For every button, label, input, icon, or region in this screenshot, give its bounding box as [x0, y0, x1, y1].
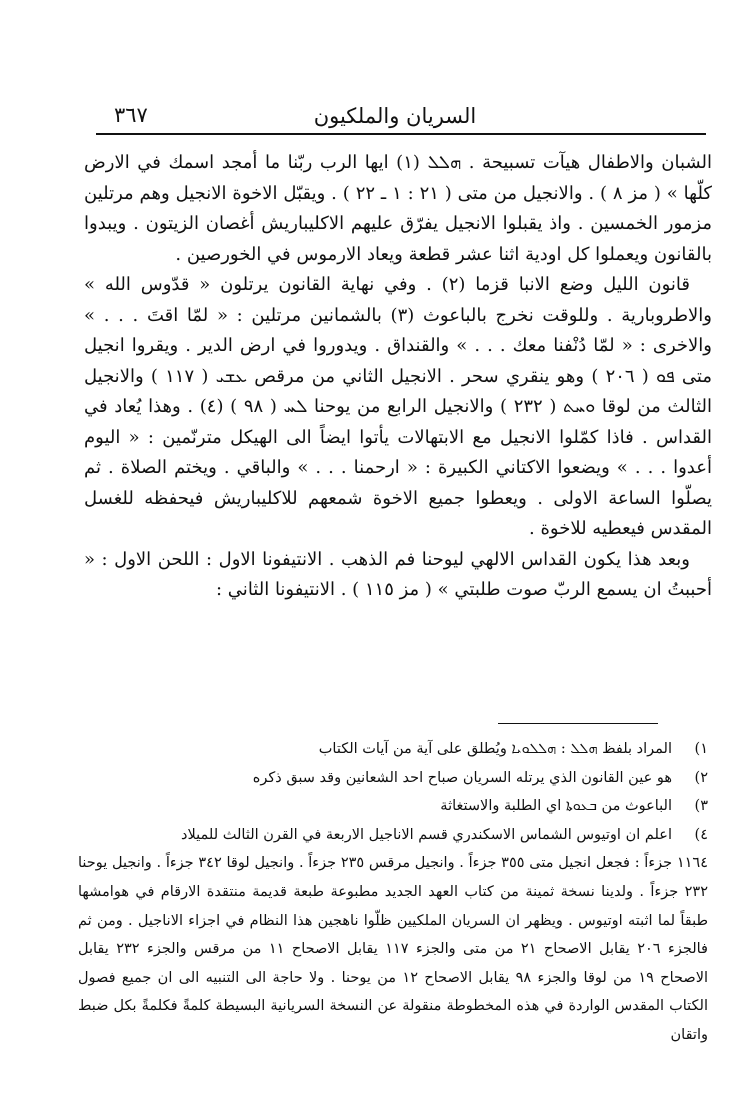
footnote-number: ١): [694, 741, 708, 757]
footnote-rule: [498, 723, 658, 724]
footnote: [78, 764, 708, 793]
footnote-text: اعلم ان اوتيوس الشماس الاسكندري قسم الاناجيل الاربعة في القرن الثالث للميلاد: [181, 826, 672, 843]
footnote: [78, 821, 708, 850]
footnote-number: ٣): [694, 798, 708, 815]
footnote-text: الباعوث من ܒܥܘܬܐ اي الطلبة والاستغاثة: [440, 798, 672, 815]
header-rule: [96, 133, 706, 135]
footnote: [78, 792, 708, 821]
paragraph: الشبان والاطفال هيآت تسبيحة . ܗܠܠ (١) ايها الرب ربّنا ما أمجد اسمك في الارض كلّها » ( مز ٨ ) . والانجيل من متى ( ٢١ : ١ ـ ٢٢ ) . ويقبّل الاخوة الانجيل وهم مرتلين مزمور الخمسين . واذ يقبلوا الانجيل يفرّق عليهم الاكليباريش أغصان الزيتون . ويبدوا بالقانون ويعملوا كل اودية اثنا عشر قطعة ويعاد الارموس في الخورصين .: [84, 152, 712, 265]
footnote-text: المراد بلفظ ܗܠܠ : ܗܠܠܘܝܐ ويُطلق على آية من آيات الكتاب: [318, 741, 672, 757]
paragraph: وبعد هذا يكون القداس الالهي ليوحنا فم الذهب . الانتيفونا الاول : اللحن الاول : « أحببتُ ان يسمع الربّ صوت طلبتي » ( مز ١١٥ ) . الانتيفونا الثاني :: [84, 548, 712, 600]
footnote-text: هو عين القانون الذي يرتله السريان صباح احد الشعانين وقد سبق ذكره: [252, 769, 672, 786]
footnote-continuation: ١١٦٤ جزءاً : فجعل انجيل متى ٣٥٥ جزءاً . وانجيل مرقس ٢٣٥ جزءاً . وانجيل لوقا ٣٤٢ جزءاً . وانجيل يوحنا ٢٣٢ جزءاً . ولدينا نسخة ثمينة من كتاب العهد الجديد مطبوعة طبعة قديمة منتقدة الارقام في هوامشها طبقاً لما اثبته اوتيوس . ويظهر ان السريان الملكيين ظلّوا ناهجين هذا النظام في اجزاء الاناجيل . ومن ثم فالجزء ٢٠٦ يقابل الاصحاح ٢١ من متى والجزء ١١٧ يقابل الاصحاح ١١ من مرقس والجزء ٢٣٢ يقابل الاصحاح ١٩ من لوقا والجزء ٩٨ يقابل الاصحاح ١٢ من يوحنا . ولا حاجة الى التنبيه الى ان جميع فصول الكتاب المقدس الواردة في هذه المخطوطة منقولة عن النسخة السريانية البسيطة كلمةً فكلمةً بكل ضبط واتقان: [78, 855, 708, 1043]
running-title: السريان والملكيون: [313, 104, 477, 128]
footnote-number: ٢): [694, 769, 708, 786]
paragraph: قانون الليل وضع الانبا قزما (٢) . وفي نهاية القانون يرتلون « قدّوس الله » والاطروبارية . وللوقت نخرج بالباعوث (٣) بالشمانين مرتلين : « لمّا اقتَ . . . » والاخرى : « لمّا دُنْفنا معك . . . » والقنداق . ويدوروا في ارض الدير . ويقروا انجيل متى ܦܘ ( ٢٠٦ ) وهو ينقري سحر . الانجيل الثاني من مرقص ܥܫܝ ( ١١٧ ) والانجيل الثالث من لوقا ܘܚܬ ( ٢٣٢ ) والانجيل الرابع من يوحنا ܠܚ ( ٩٨ ) (٤) . وهذا يُعاد في القداس . فاذا كمّلوا الانجيل مع الابتهالات يأتوا ايضاً الى الهيكل مترنّمين : « اليوم أعدوا . . . » ويضعوا الاكتاني الكبيرة : « ارحمنا . . . » والباقي . ويختم الصلاة . ثم يصلّوا الساعة الاولى . ويعطوا جميع الاخوة شمعهم للاكليباريش فيحفظه للغسل المقدس فيعطيه للاخوة .: [84, 274, 713, 539]
body-text: [84, 148, 712, 606]
page-number: ٣٦٧: [114, 103, 148, 127]
footnote: [78, 735, 708, 764]
footnotes: [78, 735, 708, 1050]
footnote-number: ٤): [694, 826, 708, 843]
